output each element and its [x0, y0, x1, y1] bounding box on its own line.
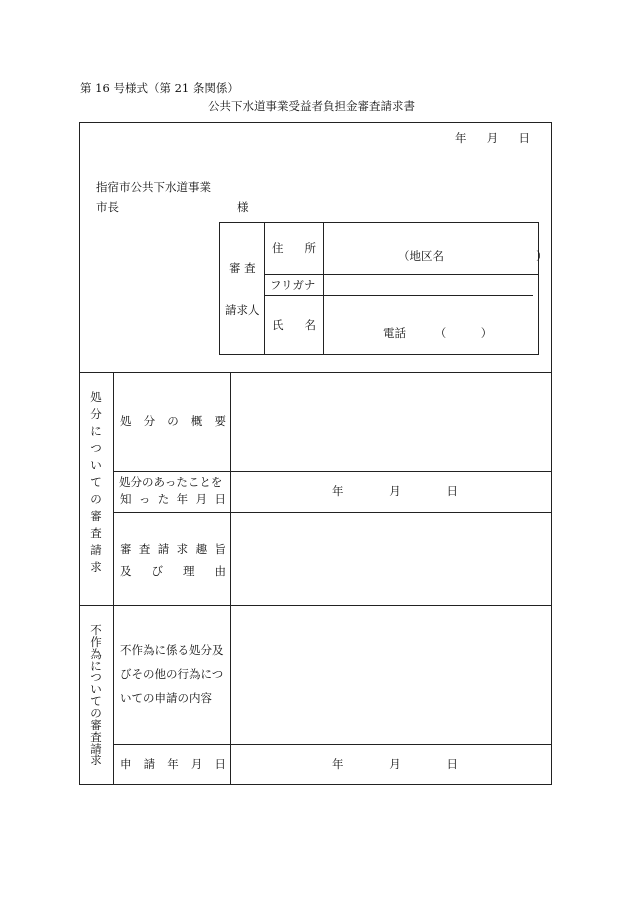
- address-value: （地区名 ）: [398, 249, 548, 263]
- furigana-label: フリガナ: [270, 278, 316, 292]
- section1-side-label: 処 分 に つ い て の 審 査 請 求: [90, 390, 102, 575]
- requester-label-top: 審 査: [229, 261, 256, 275]
- form-title: 公共下水道事業受益者負担金審査請求書: [208, 99, 415, 113]
- inaction-content-label-line3: いての申請の内容: [120, 691, 212, 705]
- requester-label-bottom: 請求人: [225, 303, 260, 317]
- day-label: 日: [518, 131, 530, 145]
- knowledge-date-value: 年 月 日: [332, 484, 458, 498]
- inaction-content-label-line2: びその他の行為につ: [120, 667, 224, 681]
- inaction-content-label-line1: 不作為に係る処分及: [120, 643, 224, 657]
- date-line: [455, 133, 530, 145]
- addressee-line2-left: 市長: [96, 200, 119, 214]
- form-number: 第 16 号様式（第 21 条関係）: [80, 81, 239, 95]
- knowledge-date-label-line1: 処分のあったことを: [119, 475, 223, 489]
- request-purpose-label-line2: 及 び 理 由: [120, 564, 226, 578]
- addressee-line2-right: 様: [237, 200, 249, 214]
- name-label: 氏 名: [272, 318, 316, 332]
- year-label: 年: [455, 131, 467, 145]
- addressee-line1: 指宿市公共下水道事業: [96, 180, 211, 194]
- application-date-label: 申 請 年 月 日: [120, 757, 226, 771]
- month-label: 月: [486, 131, 499, 145]
- address-label: 住 所: [272, 241, 316, 255]
- knowledge-date-label-line2: 知 っ た 年 月 日: [120, 492, 226, 506]
- disposition-summary-label: 処 分 の 概 要: [120, 414, 226, 428]
- phone-label: 電話 （ ）: [383, 326, 493, 340]
- request-purpose-label-line1: 審 査 請 求 趣 旨: [120, 542, 226, 556]
- application-date-value: 年 月 日: [332, 757, 458, 771]
- section2-side-label: 不 作 為 に つ い て の 審 査 請 求: [90, 623, 102, 768]
